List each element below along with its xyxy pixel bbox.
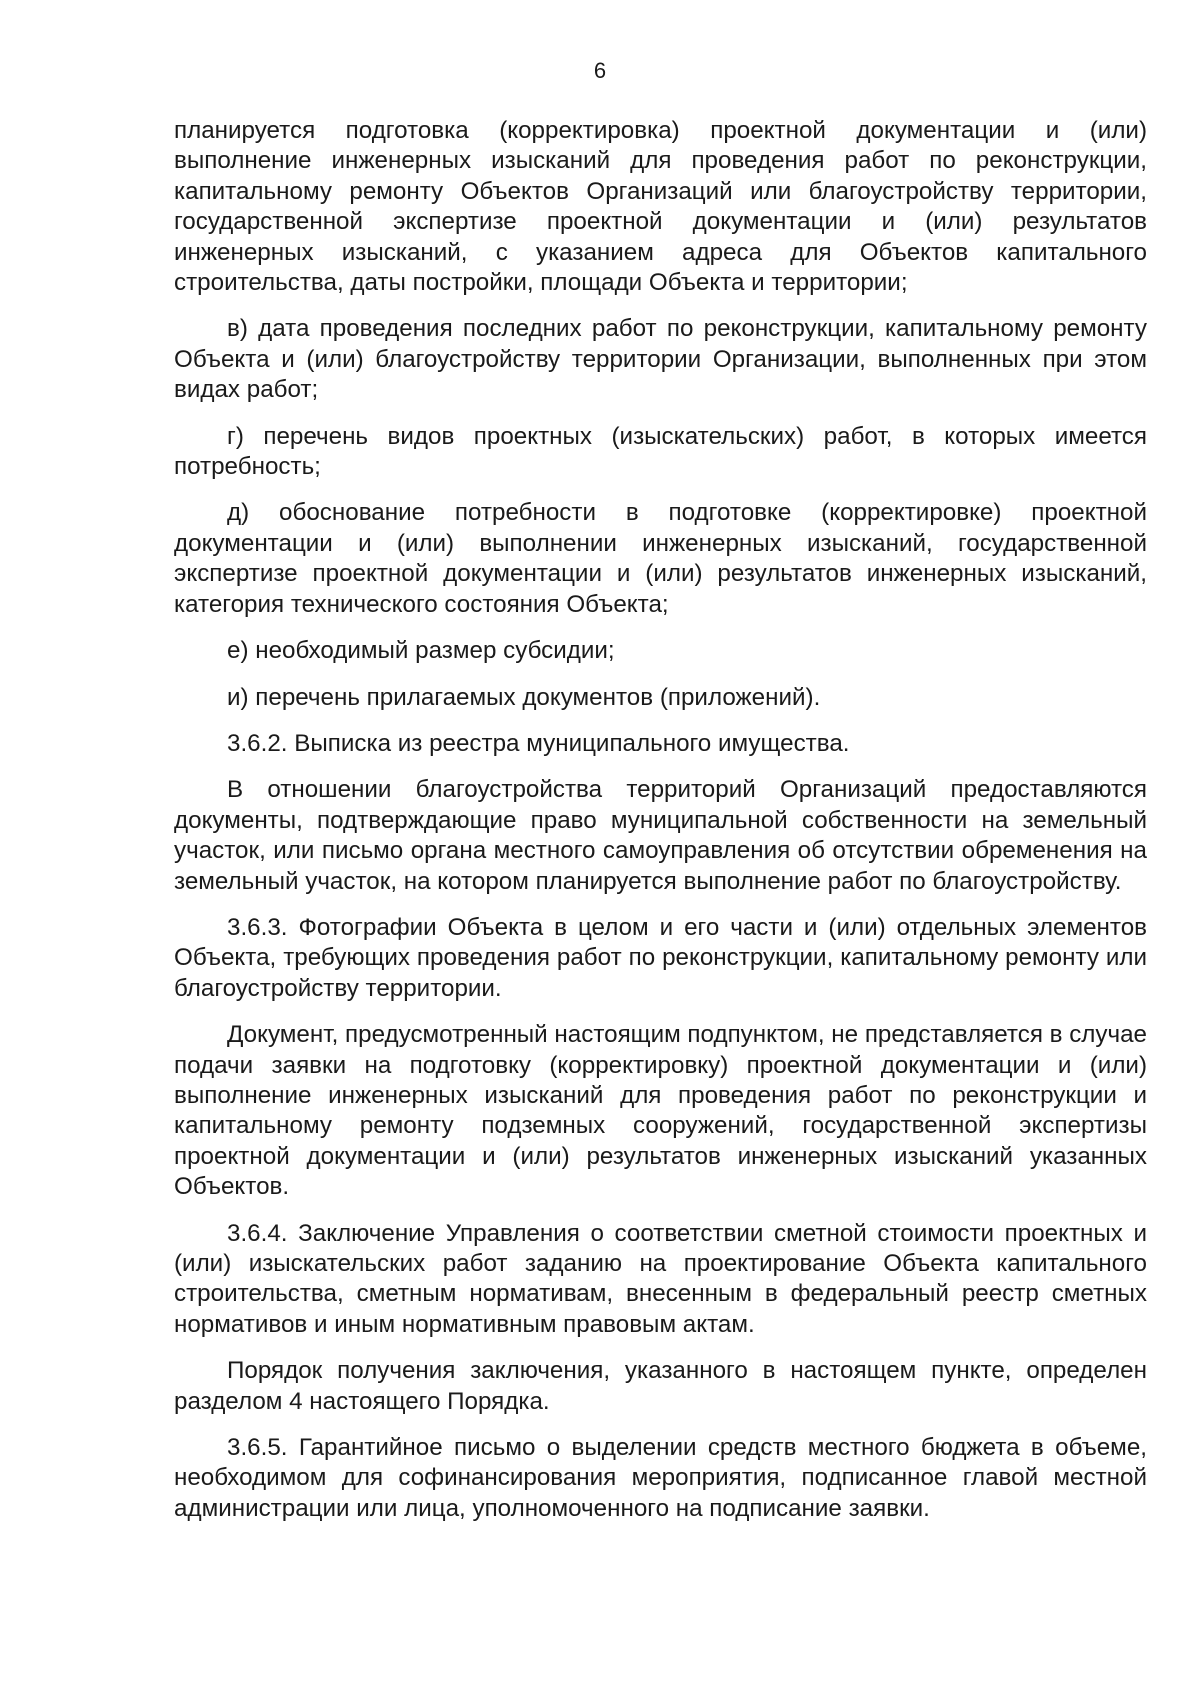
paragraph-3-6-5: 3.6.5. Гарантийное письмо о выделении средств местного бюджета в объеме, необходимом для софинансирования мероприятия, подписанное главой местной администрации или лица, уполномоченного на подписание заявки. bbox=[174, 1434, 1147, 1522]
paragraph-3-6-4: 3.6.4. Заключение Управления о соответствии сметной стоимости проектных и (или) изыскательских работ заданию на проектирование Объекта капитального строительства, сметным нормативам, внесенным в федеральный реестр сметных нормативов и иным нормативным правовым актам. bbox=[174, 1219, 1147, 1338]
page-number: 6 bbox=[593, 58, 607, 83]
paragraph-3-6-2: 3.6.2. Выписка из реестра муниципального имущества. bbox=[227, 729, 850, 757]
paragraph-item-g: г) перечень видов проектных (изыскательских) работ, в которых имеется потребность; bbox=[174, 422, 1147, 481]
paragraph-3-6-3: 3.6.3. Фотографии Объекта в целом и его части и (или) отдельных элементов Объекта, требующих проведения работ по реконструкции, капитальному ремонту или благоустройству территории. bbox=[174, 913, 1147, 1002]
paragraph-item-e: е) необходимый размер субсидии; bbox=[227, 637, 615, 665]
document-body bbox=[174, 116, 1147, 1540]
paragraph-continuation: планируется подготовка (корректировка) проектной документации и (или) выполнение инженерных изысканий для проведения работ по реконструкции, капитальному ремонту Объектов Организаций или благоустройству территории, государственной экспертизе проектной документации и (или) результатов инженерных изысканий, с указанием адреса для Объектов капитального строительства, даты постройки, площади Объекта и территории; bbox=[174, 117, 1147, 297]
paragraph-item-d: д) обоснование потребности в подготовке (корректировке) проектной документации и (или) выполнении инженерных изысканий, государственной экспертизе проектной документации и (или) результатов инженерных изысканий, категория технического состояния Объекта; bbox=[174, 499, 1147, 618]
paragraph-item-i: и) перечень прилагаемых документов (приложений). bbox=[227, 683, 821, 711]
paragraph-land-documents: В отношении благоустройства территорий Организаций предоставляются документы, подтверждающие право муниципальной собственности на земельный участок, или письмо органа местного самоуправления об отсутствии обременения на земельный участок, на котором планируется выполнение работ по благоустройству. bbox=[174, 776, 1147, 895]
paragraph-item-v: в) дата проведения последних работ по реконструкции, капитальному ремонту Объекта и (или) благоустройству территории Организации, выполненных при этом видах работ; bbox=[174, 315, 1147, 404]
paragraph-conclusion-procedure: Порядок получения заключения, указанного в настоящем пункте, определен разделом 4 настоящего Порядка. bbox=[174, 1357, 1147, 1415]
paragraph-document-exception: Документ, предусмотренный настоящим подпунктом, не представляется в случае подачи заявки на подготовку (корректировку) проектной документации и (или) выполнение инженерных изысканий для проведения работ по реконструкции и капитальному ремонту подземных сооружений, государственной экспертизы проектной документации и (или) результатов инженерных изысканий указанных Объектов. bbox=[174, 1021, 1148, 1201]
